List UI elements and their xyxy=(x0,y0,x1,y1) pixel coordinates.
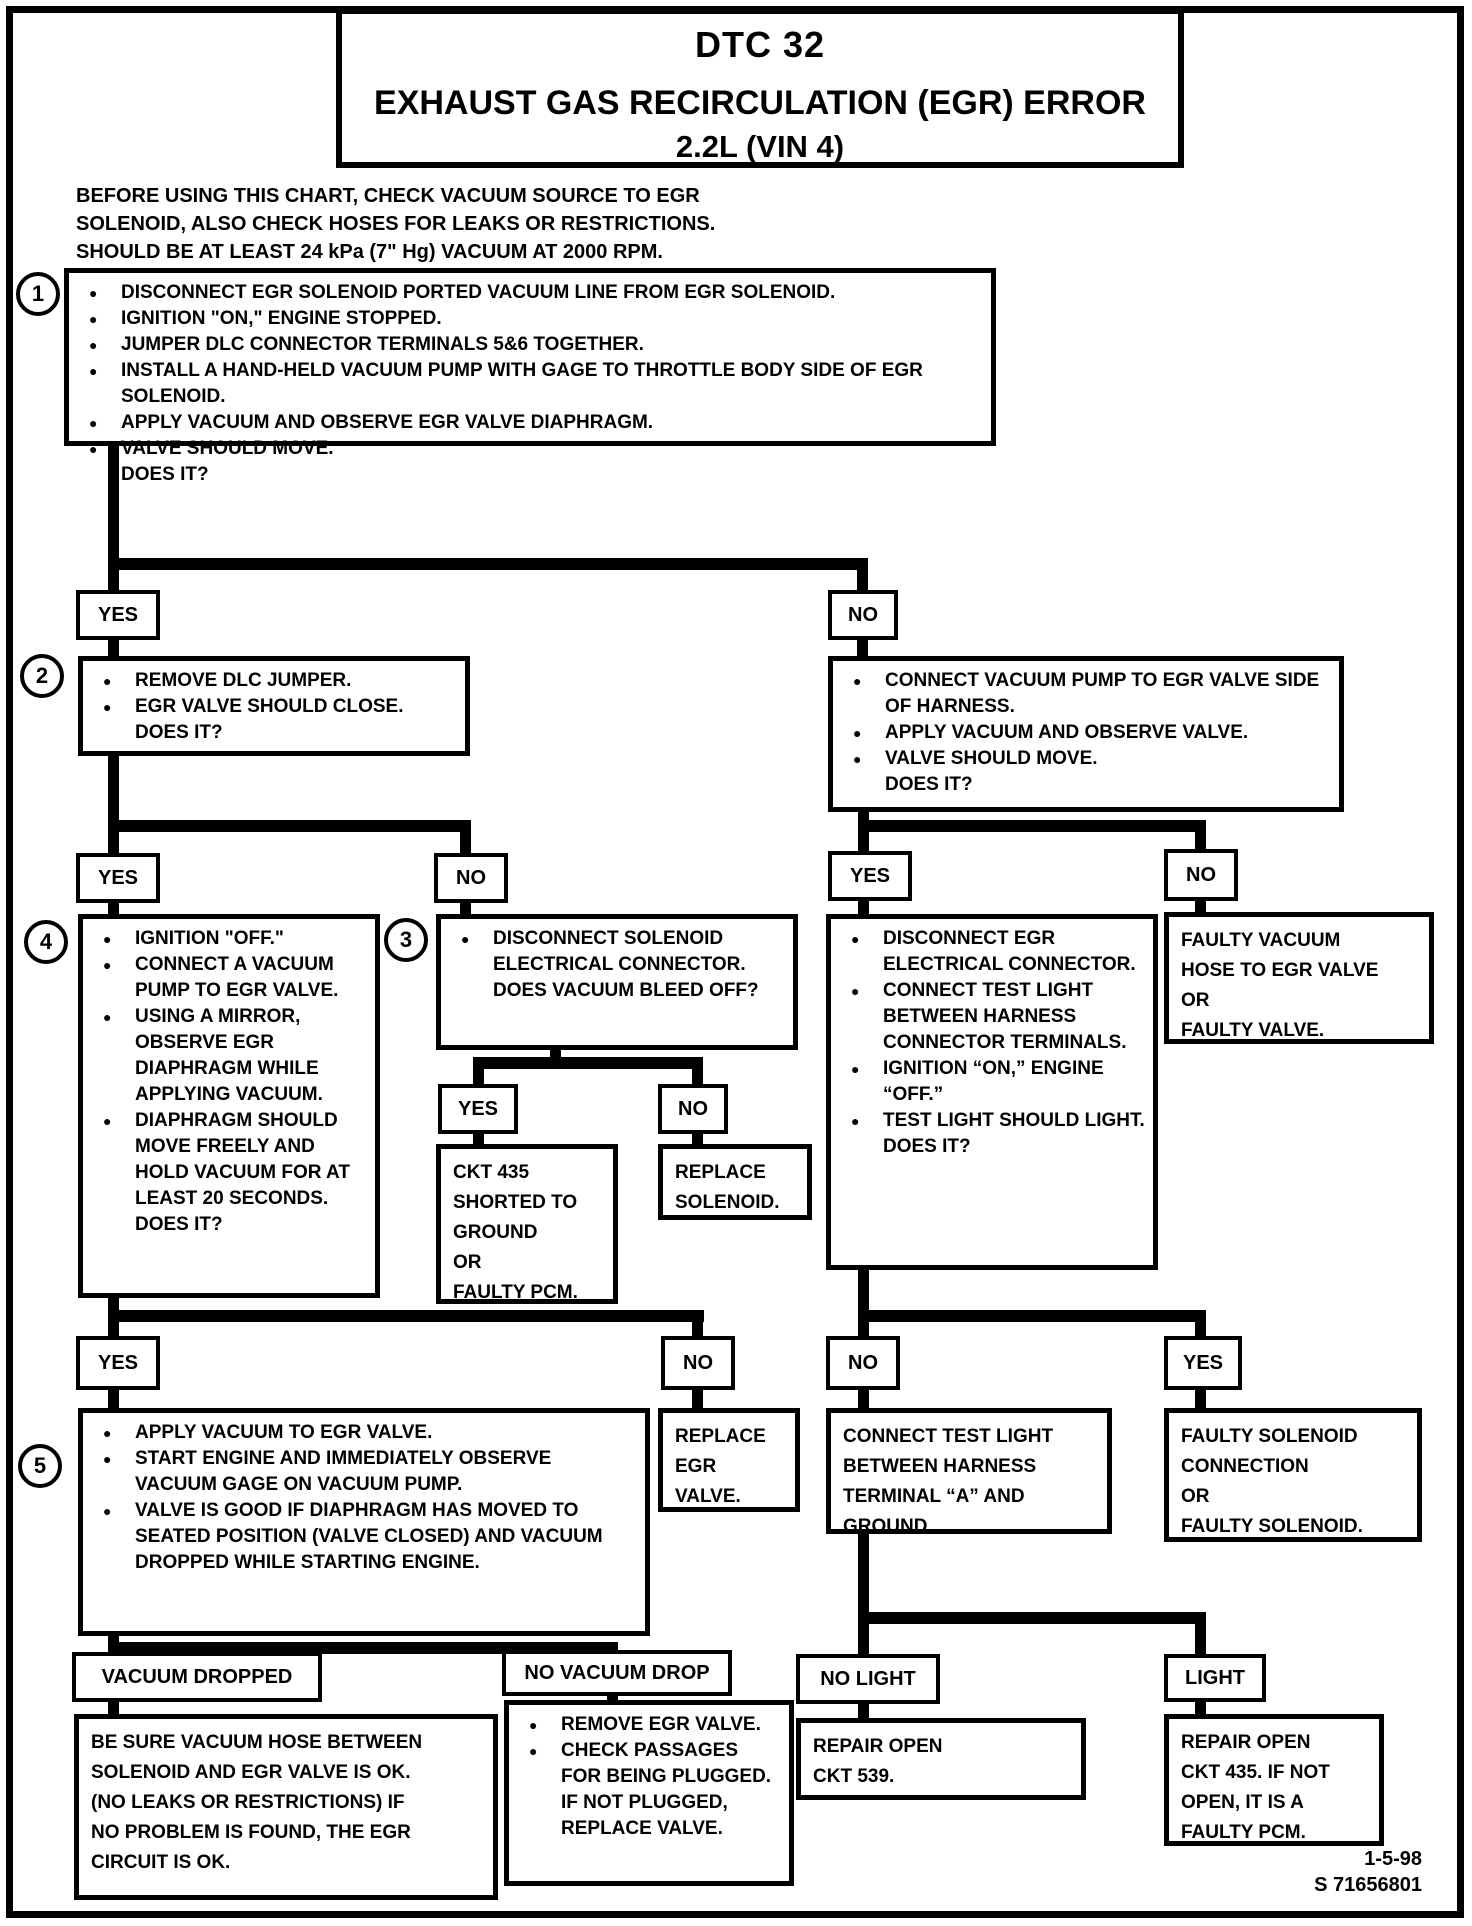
bullet-icon xyxy=(839,926,883,978)
step-number-3: 3 xyxy=(384,918,428,962)
text-line: EGR xyxy=(675,1456,717,1477)
title-block xyxy=(336,8,1184,168)
flow-line xyxy=(473,1134,484,1144)
flow-line xyxy=(1195,1390,1206,1408)
question: DOES IT? xyxy=(885,774,973,795)
step-number-5: 5 xyxy=(18,1444,62,1488)
flow-line xyxy=(108,756,119,853)
text-line: FAULTY SOLENOID. xyxy=(1181,1516,1363,1537)
hose-ok-result-box xyxy=(74,1714,498,1900)
instruction: REMOVE DLC JUMPER. xyxy=(135,670,352,691)
text-line: CONNECT TEST LIGHT xyxy=(843,1426,1054,1447)
engine-variant: 2.2L (VIN 4) xyxy=(675,129,845,164)
text-line: GROUND. xyxy=(843,1516,933,1537)
flow-line xyxy=(692,1057,703,1084)
bullet-icon xyxy=(91,1108,135,1212)
bullet-icon xyxy=(91,1420,135,1446)
faulty-solenoid-result-box xyxy=(1164,1408,1422,1542)
bullet-icon xyxy=(517,1738,561,1842)
text-line: FAULTY VALVE. xyxy=(1181,1020,1325,1041)
bullet-icon xyxy=(91,694,135,720)
instruction: DISCONNECT EGR ELECTRICAL CONNECTOR. xyxy=(883,928,1136,975)
intro-line: BEFORE USING THIS CHART, CHECK VACUUM SOURCE TO EGR xyxy=(76,185,700,207)
text-line: SHORTED TO xyxy=(453,1192,578,1213)
bullet-icon xyxy=(77,332,121,358)
flow-line xyxy=(858,1534,869,1654)
outcome-light: LIGHT xyxy=(1164,1654,1266,1702)
text-line: HOSE TO EGR VALVE xyxy=(1181,960,1379,981)
flow-line xyxy=(108,1702,119,1714)
text-line: REPAIR OPEN xyxy=(1181,1732,1311,1753)
flow-line xyxy=(857,558,868,590)
text-line: GROUND xyxy=(453,1222,538,1243)
instruction: CONNECT TEST LIGHT BETWEEN HARNESS CONNECTOR TERMINALS. xyxy=(883,980,1127,1053)
instruction: INSTALL A HAND-HELD VACUUM PUMP WITH GAGE TO THROTTLE BODY SIDE OF EGR SOLENOID. xyxy=(121,360,923,407)
instruction: APPLY VACUUM AND OBSERVE EGR VALVE DIAPHRAGM. xyxy=(121,412,654,433)
flow-line xyxy=(108,446,119,592)
text-line: BE SURE VACUUM HOSE BETWEEN xyxy=(91,1732,423,1753)
text-line: VALVE. xyxy=(675,1486,741,1507)
bullet-icon xyxy=(839,1056,883,1108)
flow-line xyxy=(108,558,868,570)
flow-line xyxy=(858,1390,869,1408)
decision-yes: YES xyxy=(76,853,160,903)
text-line: SOLENOID AND EGR VALVE IS OK. xyxy=(91,1762,411,1783)
instruction: START ENGINE AND IMMEDIATELY OBSERVE VACUUM GAGE ON VACUUM PUMP. xyxy=(135,1448,552,1495)
outcome-no-vacuum-drop: NO VACUUM DROP xyxy=(502,1650,732,1696)
decision-no: NO xyxy=(661,1336,735,1390)
bullet-icon xyxy=(517,1712,561,1738)
instruction: CONNECT VACUUM PUMP TO EGR VALVE SIDE OF HARNESS. xyxy=(885,670,1320,717)
bullet-icon xyxy=(91,952,135,1004)
text-line: OPEN, IT IS A xyxy=(1181,1792,1304,1813)
instruction: IGNITION “ON,” ENGINE “OFF.” xyxy=(883,1058,1104,1105)
decision-no: NO xyxy=(434,853,508,903)
flow-line xyxy=(1195,1612,1206,1654)
flow-line xyxy=(857,640,868,656)
step-number-2: 2 xyxy=(20,654,64,698)
text-line: OR xyxy=(1181,1486,1210,1507)
flow-line xyxy=(460,820,471,853)
remove-valve-result-box xyxy=(504,1700,794,1886)
text-line: CKT 435 xyxy=(453,1162,530,1183)
decision-yes: YES xyxy=(438,1084,518,1134)
question: DOES IT? xyxy=(121,464,209,485)
replace-solenoid-result-box xyxy=(658,1144,812,1220)
decision-yes: YES xyxy=(1164,1336,1242,1390)
flow-line xyxy=(692,1310,703,1336)
replace-egr-valve-result-box xyxy=(658,1408,800,1512)
pump-harness-box xyxy=(828,656,1344,812)
intro-line: SHOULD BE AT LEAST 24 kPa (7" Hg) VACUUM AT 2000 RPM. xyxy=(76,241,663,263)
decision-no: NO xyxy=(1164,849,1238,901)
instruction: CONNECT A VACUUM PUMP TO EGR VALVE. xyxy=(135,954,339,1001)
outcome-vacuum-dropped: VACUUM DROPPED xyxy=(72,1652,322,1702)
ckt435-shorted-result-box xyxy=(436,1144,618,1304)
text-line: TERMINAL “A” AND xyxy=(843,1486,1025,1507)
flow-line xyxy=(692,1390,703,1408)
text-line: FAULTY VACUUM xyxy=(1181,930,1341,951)
step-4-box xyxy=(78,914,380,1298)
flow-line xyxy=(858,901,869,914)
instruction: CHECK PASSAGES FOR BEING PLUGGED. IF NOT PLUGGED, REPLACE VALVE. xyxy=(561,1740,772,1839)
bullet-icon xyxy=(91,668,135,694)
flow-line xyxy=(473,1057,484,1084)
flow-line xyxy=(108,640,119,656)
flow-line xyxy=(858,1310,1206,1322)
text-line: FAULTY PCM. xyxy=(453,1282,578,1303)
footer-doc-number: S 71656801 xyxy=(1314,1874,1422,1896)
instruction: VALVE SHOULD MOVE. xyxy=(121,438,334,459)
decision-yes: YES xyxy=(76,590,160,640)
text-line: CONNECTION xyxy=(1181,1456,1309,1477)
repair-ckt539-result-box xyxy=(796,1718,1086,1800)
bullet-icon xyxy=(91,926,135,952)
bullet-icon xyxy=(77,306,121,332)
step-3-box xyxy=(436,914,798,1050)
bullet-icon xyxy=(77,358,121,410)
footer-date: 1-5-98 xyxy=(1364,1848,1422,1870)
instruction: USING A MIRROR, OBSERVE EGR DIAPHRAGM WHILE APPLYING VACUUM. xyxy=(135,1006,323,1105)
connect-test-light-ground-box xyxy=(826,1408,1112,1537)
instruction: JUMPER DLC CONNECTOR TERMINALS 5&6 TOGETHER. xyxy=(121,334,644,355)
decision-yes: YES xyxy=(76,1336,160,1390)
bullet-icon xyxy=(841,720,885,746)
intro-line: SOLENOID, ALSO CHECK HOSES FOR LEAKS OR RESTRICTIONS. xyxy=(76,213,716,235)
decision-yes: YES xyxy=(828,851,912,901)
flow-line xyxy=(692,1134,703,1144)
bullet-icon xyxy=(77,280,121,306)
text-line: OR xyxy=(1181,990,1210,1011)
text-line: REPLACE xyxy=(675,1426,766,1447)
text-line: OR xyxy=(453,1252,482,1273)
text-line: SOLENOID. xyxy=(675,1192,780,1213)
bullet-icon xyxy=(91,1498,135,1576)
instruction: TEST LIGHT SHOULD LIGHT. xyxy=(883,1110,1145,1131)
bullet-icon xyxy=(77,436,121,462)
step-5-box xyxy=(78,1408,650,1636)
text-line: CKT 539. xyxy=(813,1766,895,1787)
instruction: DIAPHRAGM SHOULD MOVE FREELY AND HOLD VACUUM FOR AT LEAST 20 SECONDS. xyxy=(135,1110,350,1209)
step-number-1: 1 xyxy=(16,272,60,316)
text-line: (NO LEAKS OR RESTRICTIONS) IF xyxy=(91,1792,405,1813)
flow-line xyxy=(858,1612,1206,1624)
flow-line xyxy=(108,820,470,832)
text-line: FAULTY SOLENOID xyxy=(1181,1426,1358,1447)
intro-note xyxy=(76,182,715,266)
question: DOES IT? xyxy=(883,1136,971,1157)
instruction: IGNITION "OFF." xyxy=(135,928,284,949)
flow-line xyxy=(108,1390,119,1408)
text-line: CIRCUIT IS OK. xyxy=(91,1852,231,1873)
flow-line xyxy=(858,820,1206,832)
faulty-hose-result-box xyxy=(1164,912,1434,1044)
bullet-icon xyxy=(841,668,885,720)
flow-line xyxy=(1195,1310,1206,1336)
flow-line xyxy=(858,1270,869,1336)
flow-line xyxy=(858,1704,869,1718)
instruction: VALVE SHOULD MOVE. xyxy=(885,748,1098,769)
flow-line xyxy=(1195,901,1206,912)
instruction: DISCONNECT SOLENOID ELECTRICAL CONNECTOR. DOES VACUUM BLEED OFF? xyxy=(493,928,759,1001)
text-line: CKT 435. IF NOT xyxy=(1181,1762,1330,1783)
instruction: IGNITION "ON," ENGINE STOPPED. xyxy=(121,308,442,329)
bullet-icon xyxy=(841,746,885,772)
bullet-icon xyxy=(449,926,493,1004)
bullet-icon xyxy=(839,978,883,1056)
instruction: APPLY VACUUM AND OBSERVE VALVE. xyxy=(885,722,1249,743)
page-title: EXHAUST GAS RECIRCULATION (EGR) ERROR xyxy=(374,84,1146,122)
outcome-no-light: NO LIGHT xyxy=(796,1654,940,1704)
bullet-icon xyxy=(91,1004,135,1108)
text-line: REPLACE xyxy=(675,1162,766,1183)
decision-no: NO xyxy=(826,1336,900,1390)
flow-line xyxy=(607,1642,618,1650)
bullet-icon xyxy=(77,410,121,436)
repair-ckt435-result-box xyxy=(1164,1714,1384,1846)
flow-line xyxy=(1195,1702,1206,1714)
text-line: BETWEEN HARNESS xyxy=(843,1456,1037,1477)
bullet-icon xyxy=(91,1446,135,1498)
step-number-4: 4 xyxy=(24,920,68,964)
footer xyxy=(1150,1846,1422,1898)
text-line: NO PROBLEM IS FOUND, THE EGR xyxy=(91,1822,411,1843)
test-light-box xyxy=(826,914,1158,1270)
flow-line xyxy=(108,903,119,914)
step-2-box xyxy=(78,656,470,756)
bullet-icon xyxy=(839,1108,883,1134)
flow-line xyxy=(1195,820,1206,849)
flow-line xyxy=(460,903,471,914)
instruction: EGR VALVE SHOULD CLOSE. xyxy=(135,696,404,717)
flow-line xyxy=(108,1310,704,1322)
instruction: REMOVE EGR VALVE. xyxy=(561,1714,761,1735)
flow-line xyxy=(473,1057,703,1069)
decision-no: NO xyxy=(658,1084,728,1134)
text-line: REPAIR OPEN xyxy=(813,1736,943,1757)
instruction: APPLY VACUUM TO EGR VALVE. xyxy=(135,1422,433,1443)
text-line: FAULTY PCM. xyxy=(1181,1822,1306,1843)
decision-no: NO xyxy=(828,590,898,640)
question: DOES IT? xyxy=(135,722,223,743)
question: DOES IT? xyxy=(135,1214,223,1235)
instruction: VALVE IS GOOD IF DIAPHRAGM HAS MOVED TO SEATED POSITION (VALVE CLOSED) AND VACUUM DROPPED WHILE STARTING ENGINE. xyxy=(135,1500,603,1573)
instruction: DISCONNECT EGR SOLENOID PORTED VACUUM LINE FROM EGR SOLENOID. xyxy=(121,282,836,303)
step-1-box xyxy=(64,268,996,485)
dtc-code: DTC 32 xyxy=(694,24,826,65)
